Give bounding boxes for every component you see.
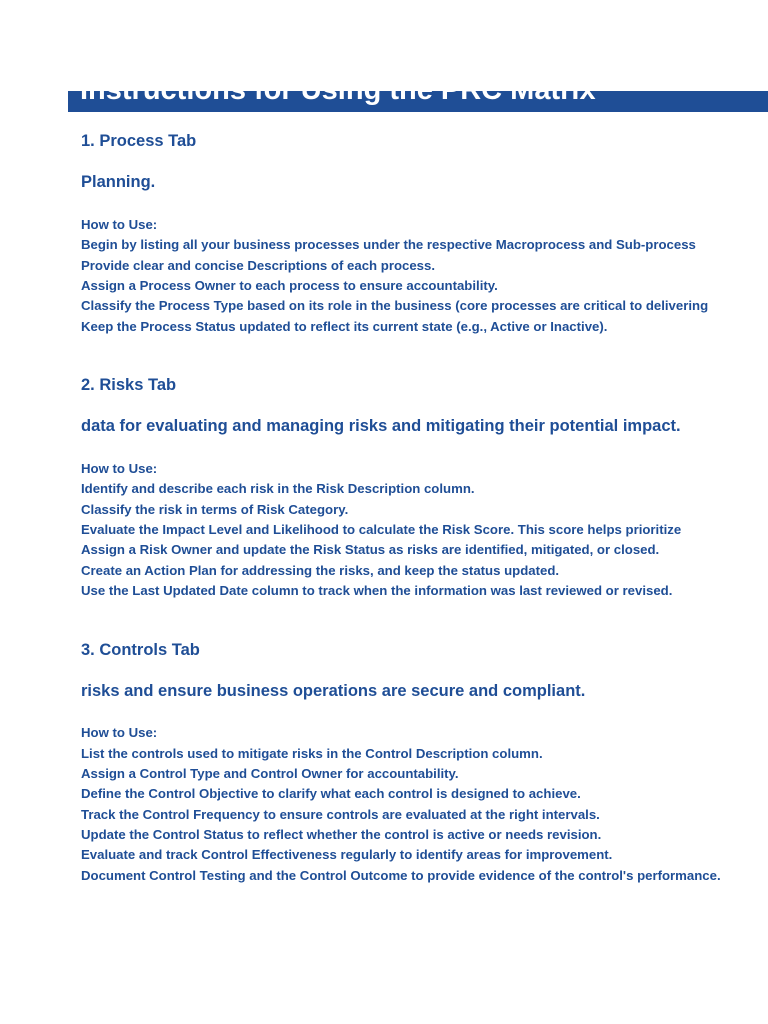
instruction-line: Assign a Process Owner to each process to ensure accountability.: [81, 278, 498, 293]
instruction-line: Evaluate and track Control Effectiveness regularly to identify areas for improvement.: [81, 847, 613, 862]
instruction-line: Identify and describe each risk in the Risk Description column.: [81, 481, 475, 496]
section-intro-controls: risks and ensure business operations are secure and compliant.: [81, 682, 586, 700]
document-content: [81, 0, 721, 1024]
section-heading-risks: 2. Risks Tab: [81, 376, 177, 394]
instruction-line: List the controls used to mitigate risks in the Control Description column.: [81, 746, 543, 761]
instruction-line: Create an Action Plan for addressing the risks, and keep the status updated.: [81, 563, 560, 578]
instruction-line: Assign a Control Type and Control Owner for accountability.: [81, 766, 459, 781]
instruction-line: Define the Control Objective to clarify what each control is designed to achieve.: [81, 786, 581, 801]
how-to-label-controls: How to Use:: [81, 725, 158, 740]
instruction-line: Document Control Testing and the Control Outcome to provide evidence of the control's performance.: [81, 868, 721, 883]
how-to-label-risks: How to Use:: [81, 461, 158, 476]
instruction-line: Provide clear and concise Descriptions of each process.: [81, 258, 436, 273]
instruction-line: Evaluate the Impact Level and Likelihood to calculate the Risk Score. This score helps prioritize: [81, 522, 682, 537]
instruction-line: Classify the Process Type based on its role in the business (core processes are critical to delivering: [81, 298, 709, 313]
instruction-line: Begin by listing all your business processes under the respective Macroprocess and Sub-process: [81, 237, 696, 252]
section-heading-process: 1. Process Tab: [81, 132, 197, 150]
instruction-line: Use the Last Updated Date column to track when the information was last reviewed or revised.: [81, 583, 673, 598]
how-to-label-process: How to Use:: [81, 217, 158, 232]
section-heading-controls: 3. Controls Tab: [81, 641, 200, 659]
instruction-line: Classify the risk in terms of Risk Category.: [81, 502, 349, 517]
section-intro-process: Planning.: [81, 173, 156, 191]
instruction-line: Assign a Risk Owner and update the Risk Status as risks are identified, mitigated, or closed.: [81, 542, 660, 557]
instruction-line: Update the Control Status to reflect whether the control is active or needs revision.: [81, 827, 602, 842]
section-intro-risks: data for evaluating and managing risks and mitigating their potential impact.: [81, 417, 681, 435]
page-title: Instructions for Using the PRC Matrix: [80, 74, 596, 106]
instruction-line: Track the Control Frequency to ensure controls are evaluated at the right intervals.: [81, 807, 600, 822]
instruction-line: Keep the Process Status updated to reflect its current state (e.g., Active or Inactive).: [81, 319, 608, 334]
